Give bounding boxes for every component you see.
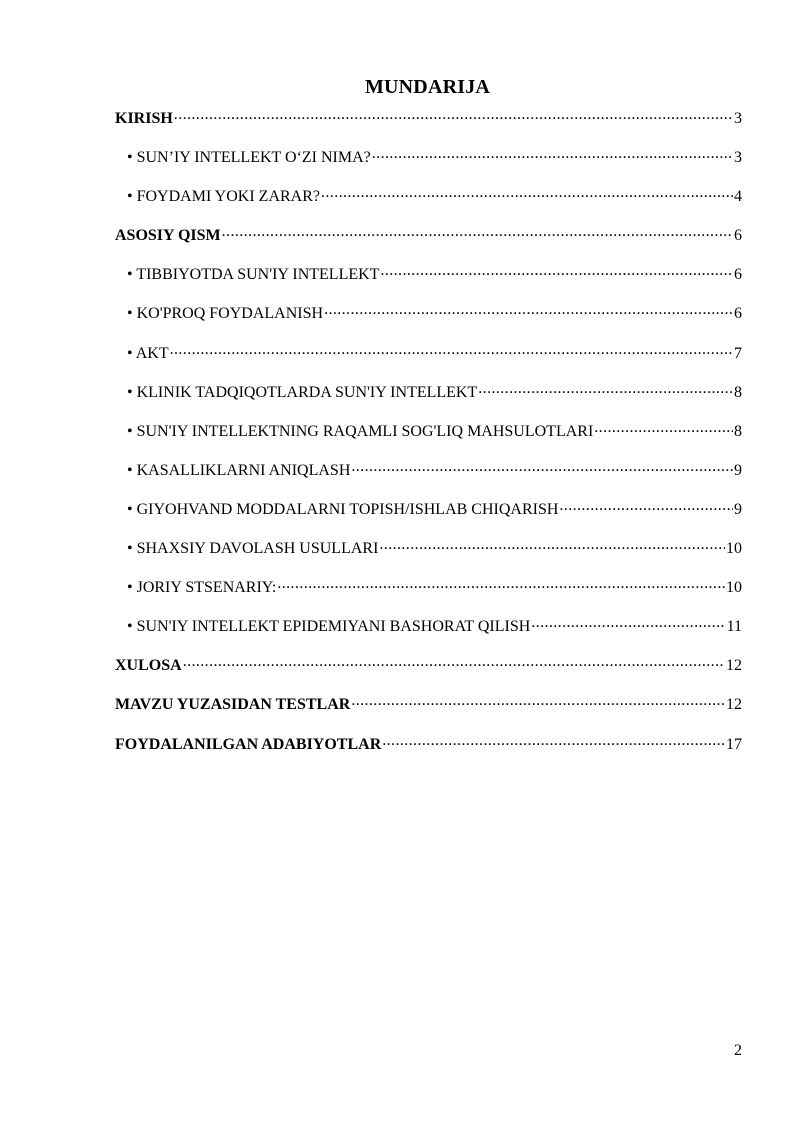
toc-entry-page: 17 (726, 735, 742, 753)
toc-entry-page: 4 (734, 188, 742, 206)
toc-subsection-entry[interactable] (115, 611, 742, 650)
toc-entry-page: 12 (726, 657, 742, 675)
toc-entry-page: 8 (734, 383, 742, 401)
toc-entry-label: FOYDALANILGAN ADABIYOTLAR (115, 735, 382, 753)
toc-subsection-entry[interactable] (115, 259, 742, 298)
toc-subsection-entry[interactable] (115, 416, 742, 455)
toc-dot-leader (222, 220, 733, 240)
toc-dot-leader (379, 533, 725, 553)
toc-entry-page: 3 (734, 110, 742, 127)
toc-entry-page: 11 (726, 618, 742, 636)
toc-entry-label: • SUN'IY INTELLEKTNING RAQAMLI SOG'LIQ MAHSULOTLARI (127, 422, 594, 440)
toc-dot-leader (321, 181, 733, 201)
toc-entry-label: • KO'PROQ FOYDALANISH (127, 305, 324, 323)
toc-entry-label: • TIBBIYOTDA SUN'IY INTELLEKT (127, 266, 380, 284)
toc-entry-label: • KLINIK TADQIQOTLARDA SUN'IY INTELLEKT (127, 383, 478, 401)
toc-entry-page: 8 (734, 422, 742, 440)
toc-entry-label: • KASALLIKLARNI ANIQLASH (127, 461, 351, 479)
toc-entry-label: KIRISH (115, 110, 173, 127)
toc-subsection-entry[interactable] (115, 494, 742, 533)
toc-entry-page: 10 (726, 540, 742, 558)
toc-subsection-entry[interactable] (115, 533, 742, 572)
toc-dot-leader (170, 338, 733, 358)
toc-dot-leader (559, 494, 733, 514)
table-of-contents (115, 103, 742, 768)
toc-dot-leader (382, 729, 725, 749)
toc-section-entry[interactable] (115, 220, 742, 259)
toc-dot-leader (372, 142, 733, 162)
toc-entry-label: • JORIY STSENARIY: (127, 579, 277, 597)
toc-dot-leader (277, 572, 725, 592)
toc-entry-label: MAVZU YUZASIDAN TESTLAR (115, 696, 351, 714)
toc-entry-label: • GIYOHVAND MODDALARNI TOPISH/ISHLAB CHIQARISH (127, 500, 559, 518)
toc-entry-page: 12 (726, 696, 742, 714)
toc-entry-label: ASOSIY QISM (115, 227, 221, 245)
toc-section-entry[interactable] (115, 689, 742, 728)
toc-subsection-entry[interactable] (115, 181, 742, 220)
toc-dot-leader (351, 455, 733, 475)
toc-entry-page: 10 (726, 579, 742, 597)
toc-entry-page: 3 (734, 149, 742, 167)
toc-subsection-entry[interactable] (115, 298, 742, 337)
toc-subsection-entry[interactable] (115, 572, 742, 611)
toc-dot-leader (183, 650, 725, 670)
toc-dot-leader (324, 298, 733, 318)
toc-dot-leader (380, 259, 733, 279)
toc-dot-leader (174, 103, 733, 123)
toc-section-entry[interactable] (115, 650, 742, 689)
toc-entry-page: 9 (734, 461, 742, 479)
toc-entry-page: 6 (734, 305, 742, 323)
page-title: MUNDARIJA (364, 76, 491, 98)
toc-entry-page: 9 (734, 500, 742, 518)
toc-subsection-entry[interactable] (115, 338, 742, 377)
page-number: 2 (734, 1042, 742, 1059)
toc-entry-label: • AKT (127, 344, 169, 362)
toc-section-entry[interactable] (115, 103, 742, 142)
toc-entry-label: • SUN’IY INTELLEKT O‘ZI NIMA? (127, 149, 371, 167)
toc-entry-page: 6 (734, 227, 742, 245)
toc-entry-page: 6 (734, 266, 742, 284)
toc-dot-leader (351, 689, 725, 709)
toc-entry-page: 7 (734, 344, 742, 362)
toc-section-entry[interactable] (115, 729, 742, 768)
toc-dot-leader (531, 611, 725, 631)
toc-dot-leader (478, 377, 733, 397)
toc-entry-label: • SHAXSIY DAVOLASH USULLARI (127, 540, 379, 558)
toc-entry-label: XULOSA (115, 657, 182, 675)
toc-subsection-entry[interactable] (115, 377, 742, 416)
toc-entry-label: • FOYDAMI YOKI ZARAR? (127, 188, 320, 206)
toc-subsection-entry[interactable] (115, 455, 742, 494)
toc-entry-label: • SUN'IY INTELLEKT EPIDEMIYANI BASHORAT QILISH (127, 618, 531, 636)
toc-dot-leader (594, 416, 733, 436)
toc-subsection-entry[interactable] (115, 142, 742, 181)
